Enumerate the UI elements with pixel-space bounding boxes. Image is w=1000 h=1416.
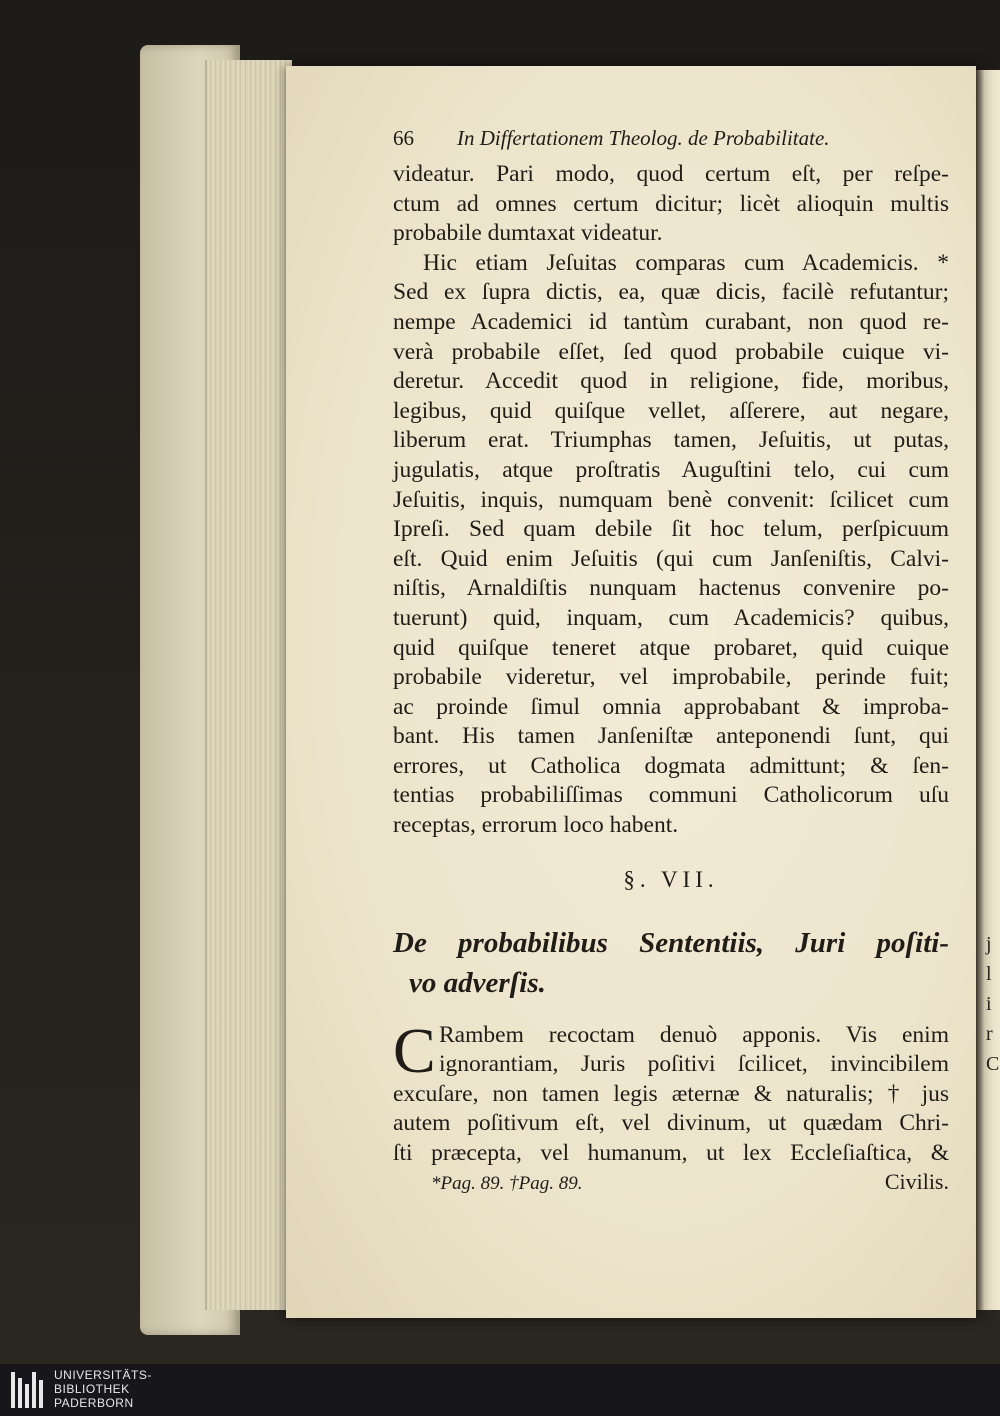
text-line: jugulatis, atque proſtratis Auguſtini telo, cui cum — [393, 456, 949, 483]
book-page — [286, 66, 976, 1318]
text-line: nempe Academici id tantùm curabant, non quod re- — [393, 308, 949, 335]
text-line: tentias probabiliſſimas communi Catholicorum uſu — [393, 782, 949, 809]
text-line: probabile videretur, vel improbabile, perinde fuit; — [393, 664, 949, 691]
paragraph-2 — [393, 1014, 949, 1169]
text-line: Sed ex ſupra dictis, ea, quæ dicis, facilè refutantur; — [393, 279, 949, 306]
text-line: Rambem recoctam denuò apponis. Vis enim — [439, 1021, 949, 1048]
text-line: autem poſitivum eſt, vel divinum, ut quædam Chri- — [393, 1110, 949, 1137]
text-line: verà probabile eſſet, ſed quod probabile cuique vi- — [393, 338, 949, 365]
bleed-letter: j — [986, 933, 992, 955]
text-line: probabile dumtaxat videatur. — [393, 220, 663, 247]
text-line: tuerunt) quid, inquam, cum Academicis? quibus, — [393, 604, 949, 631]
text-line: deretur. Accedit quod in religione, fide, moribus, — [393, 368, 949, 395]
drop-cap: C — [393, 1014, 436, 1086]
section-title — [393, 923, 949, 1003]
page-footer — [393, 1169, 949, 1199]
text-line: ignorantiam, Juris poſitivi ſcilicet, invincibilem — [439, 1051, 949, 1078]
text-block — [393, 126, 949, 1199]
text-line: receptas, errorum loco habent. — [393, 812, 679, 839]
text-line: ſti præcepta, vel humanum, ut lex Eccleſiaſtica, & — [393, 1140, 949, 1167]
text-line: eſt. Quid enim Jeſuitis (qui cum Janſeniſtis, Calvi- — [393, 545, 949, 572]
text-line: errores, ut Catholica dogmata admittunt; & ſen- — [393, 752, 949, 779]
text-line: videatur. Pari modo, quod certum eſt, per reſpe- — [393, 161, 949, 187]
library-logo-bar — [0, 1364, 1000, 1416]
bleed-letter: C — [986, 1053, 1000, 1075]
paragraph-1 — [393, 160, 949, 841]
section-title-line-1: De probabilibus Sententiis, Juri poſiti- — [393, 926, 949, 959]
text-line: quid quiſque teneret atque probaret, quid cuique — [393, 634, 949, 661]
library-logo-icon — [9, 1370, 49, 1410]
facing-page-edge — [976, 70, 1000, 1310]
text-line: bant. His tamen Janſeniſtæ anteponendi ſunt, qui — [393, 723, 949, 750]
text-line: Ipreſi. Sed quam debile ſit hoc telum, perſpicuum — [393, 516, 949, 543]
footnote-references: *Pag. 89. †Pag. 89. — [431, 1172, 583, 1194]
text-line: Hic etiam Jeſuitas comparas cum Academicis. * — [423, 249, 949, 276]
text-line: niſtis, Arnaldiſtis nunquam hactenus convenire po- — [393, 575, 949, 602]
text-line: liberum erat. Triumphas tamen, Jeſuitis, ut putas, — [393, 427, 949, 454]
page-edges — [205, 60, 292, 1310]
section-title-line-2: vo adverſis. — [409, 966, 546, 999]
catchword: Civilis. — [884, 1168, 949, 1194]
library-name — [54, 1368, 152, 1410]
running-title: In Differtationem Theolog. de Probabilitate. — [457, 126, 830, 150]
running-header — [393, 126, 949, 160]
text-line: ctum ad omnes certum dicitur; licèt alioquin multis — [393, 190, 949, 217]
page-number: 66 — [393, 126, 414, 150]
text-line: excuſare, non tamen legis æternæ & naturalis; † jus — [393, 1080, 949, 1107]
text-line: ac proinde ſimul omnia approbabant & improba- — [393, 693, 949, 720]
library-name-line-3: PADERBORN — [54, 1396, 134, 1410]
library-name-line-1: UNIVERSITÄTS- — [54, 1368, 152, 1382]
text-line: Jeſuitis, inquis, numquam benè convenit: ſcilicet cum — [393, 486, 949, 513]
section-number: §. VII. — [623, 866, 719, 892]
bleed-letter: r — [986, 1023, 993, 1045]
bleed-letter: i — [986, 993, 992, 1015]
text-line: legibus, quid quiſque vellet, aſſerere, aut negare, — [393, 397, 949, 424]
library-name-line-2: BIBLIOTHEK — [54, 1382, 130, 1396]
bleed-letter: l — [986, 963, 992, 985]
